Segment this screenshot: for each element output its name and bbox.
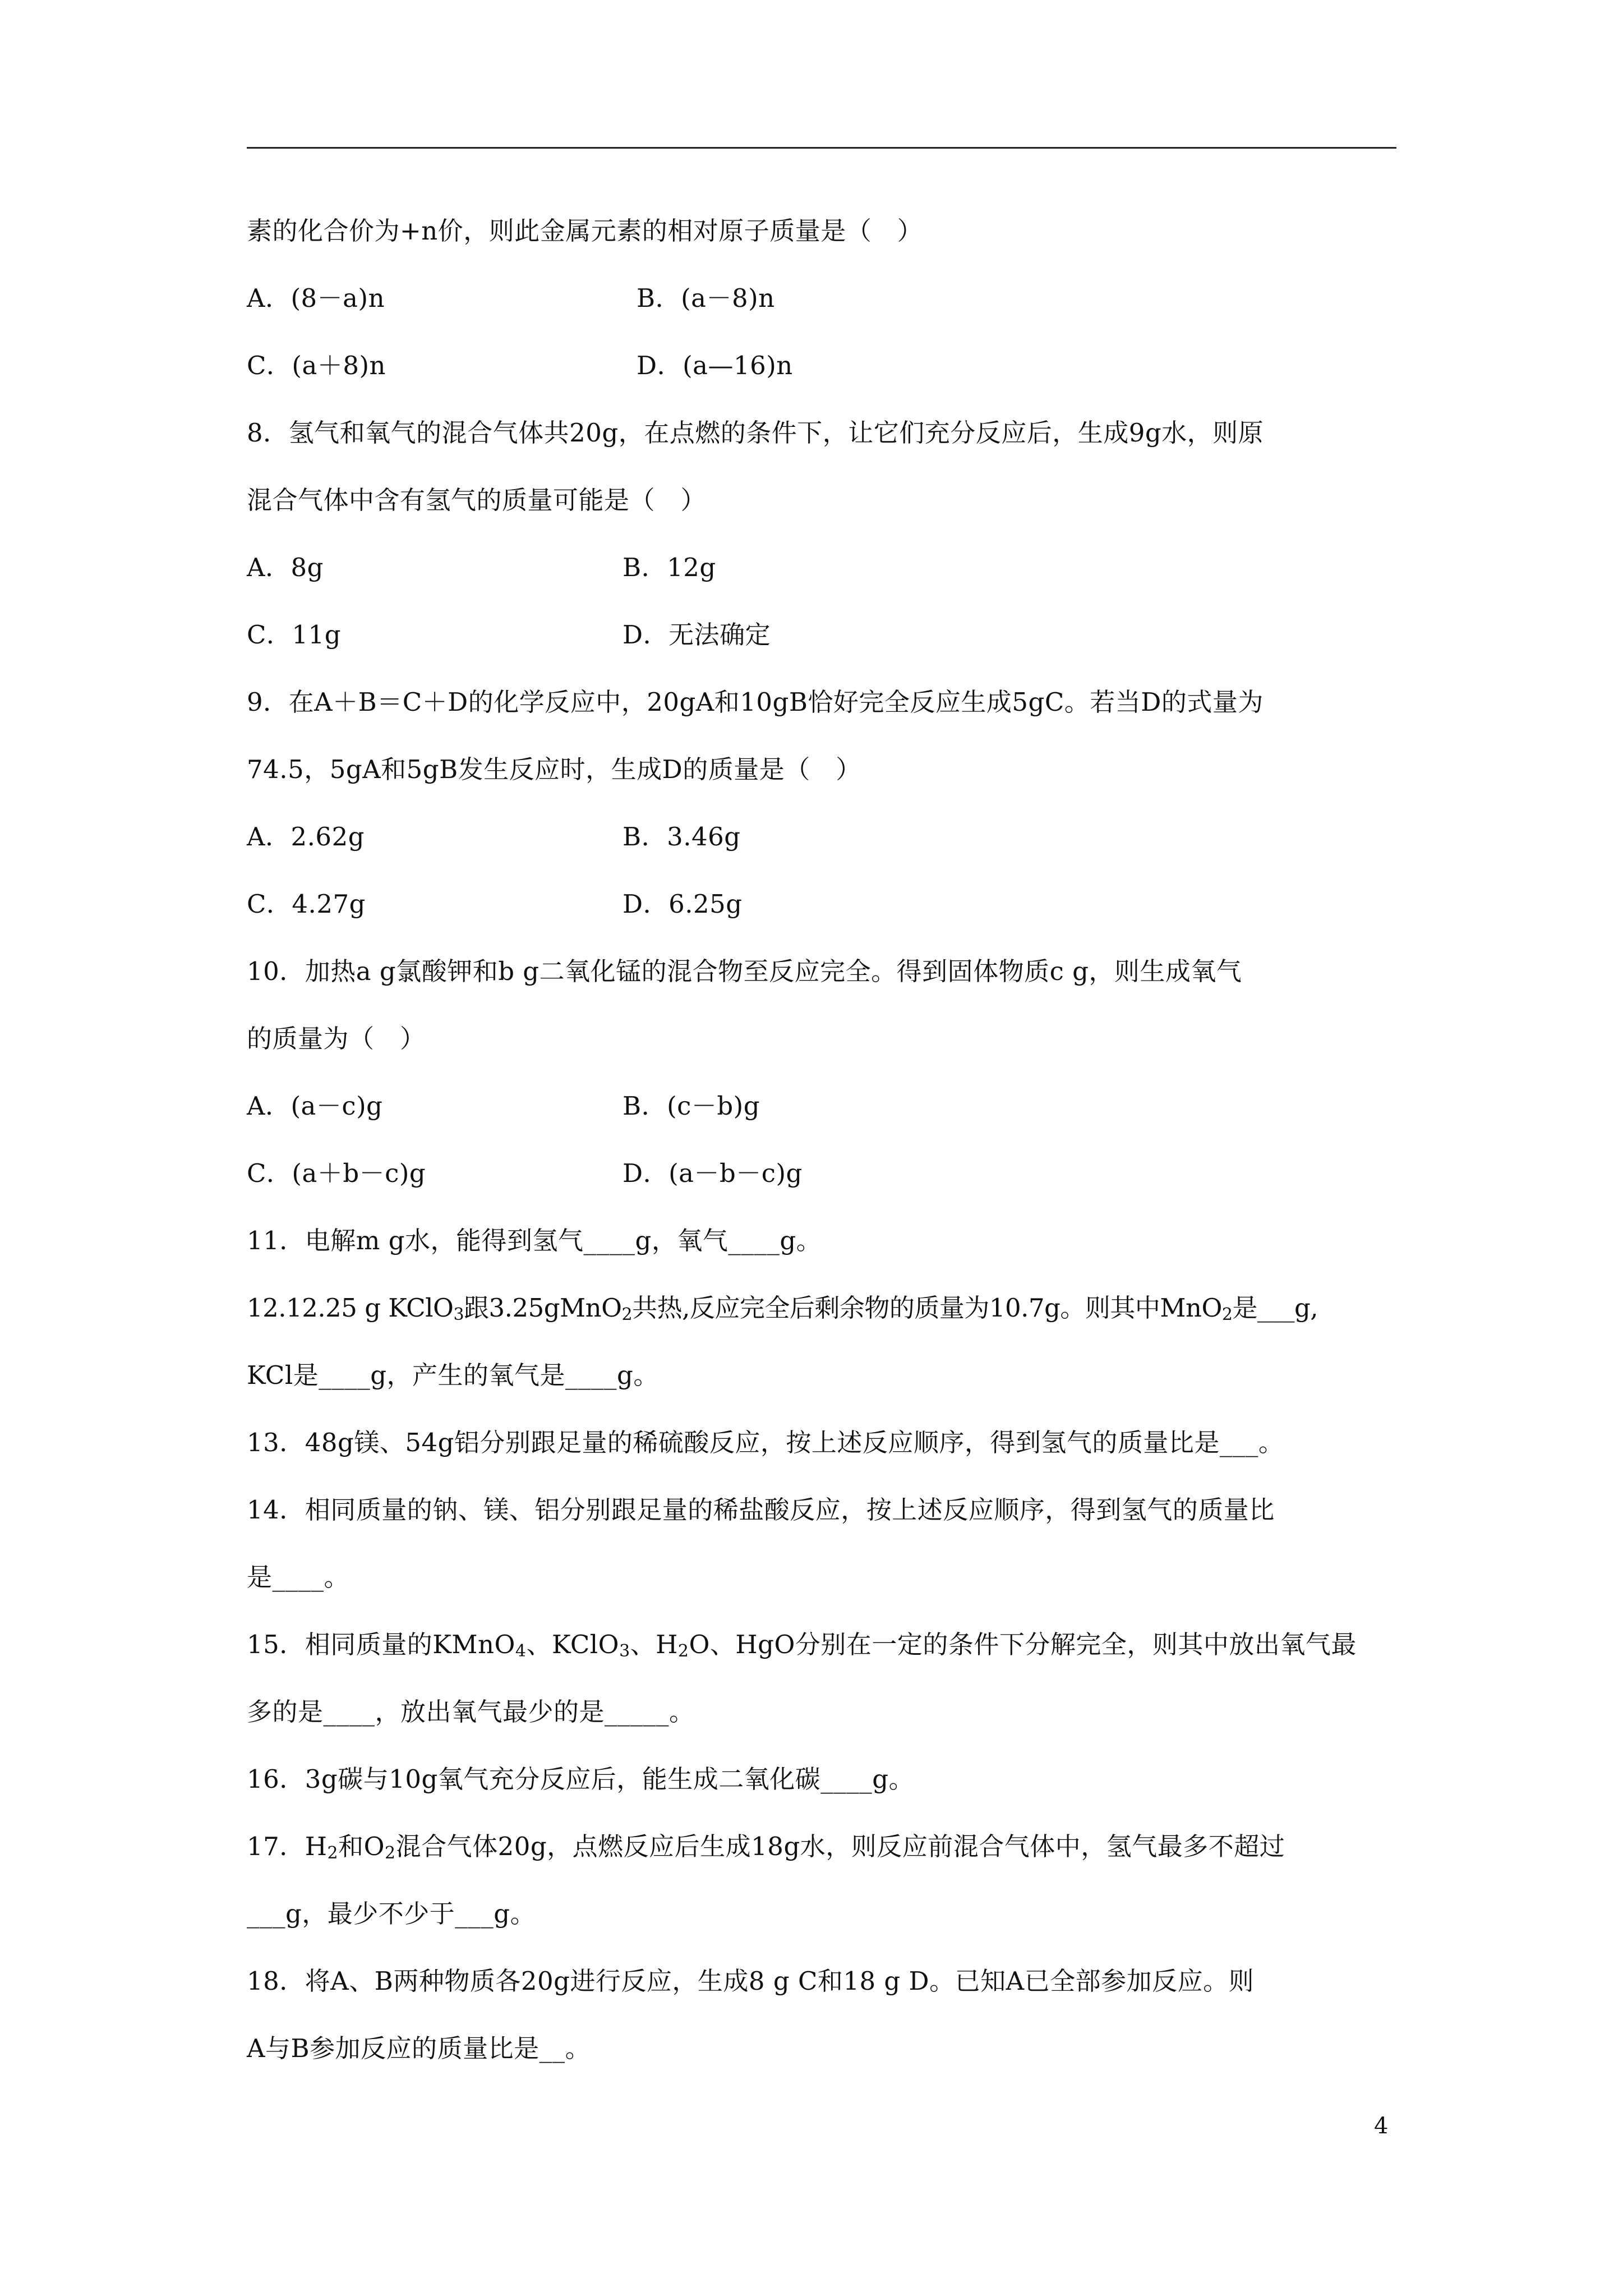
q10-option-b: B．(c－b)g [623, 1091, 760, 1121]
q11: 11．电解m g水，能得到氢气____g，氧气____g。 [247, 1226, 822, 1255]
q10-option-c: C．(a＋b－c)g [247, 1158, 426, 1188]
q15-line1: 15．相同质量的KMnO$_4$、KClO$_3$、$H_2O$、HgO分别在一定的条件下分解完全，则其中放出氧气最 [247, 1630, 1357, 1661]
q9-option-c: C．4.27g [247, 889, 366, 919]
q10-option-d: D．(a－b－c)g [623, 1158, 803, 1188]
q12-line1: 12.12.25 g KClO$_3$跟3.25gMnO$_2$共热,反应完全后剩余物的质量为10.7g。则其中MnO$_2$是___g, [247, 1293, 1318, 1324]
q8-line2: 混合气体中含有氢气的质量可能是（ ） [247, 485, 707, 515]
q7-option-d: D．(a—16)n [637, 351, 793, 380]
q14-line1: 14．相同质量的钠、镁、铝分别跟足量的稀盐酸反应，按上述反应顺序，得到氢气的质量比 [247, 1495, 1275, 1525]
q15-line2: 多的是____，放出氧气最少的是_____。 [247, 1697, 695, 1727]
q7-option-b: B．(a－8)n [637, 283, 775, 313]
q17-line2: ___g，最少不少于___g。 [247, 1899, 536, 1929]
header-rule [247, 147, 1396, 149]
q9-line2: 74.5，5gA和5gB发生反应时，生成D的质量是（ ） [247, 754, 861, 784]
page-number: 4 [1374, 2113, 1389, 2139]
q12-line2: KCl是____g，产生的氧气是____g。 [247, 1360, 659, 1390]
q10-option-a: A．(a－c)g [247, 1091, 383, 1121]
q17-line1: 17．$H_2$和$O_2$混合气体20g，点燃反应后生成18g水，则反应前混合气体中，氢气最多不超过 [247, 1832, 1285, 1863]
q8-line1: 8．氢气和氧气的混合气体共20g，在点燃的条件下，让它们充分反应后，生成9g水，则原 [247, 418, 1264, 448]
q8-option-d: D．无法确定 [623, 620, 771, 650]
q13: 13．48g镁、54g铝分别跟足量的稀硫酸反应，按上述反应顺序，得到氢气的质量比是___。 [247, 1428, 1284, 1457]
q10-line1: 10．加热a g氯酸钾和b g二氧化锰的混合物至反应完全。得到固体物质c g，则生成氧气 [247, 956, 1242, 986]
q8-option-c: C．11g [247, 620, 341, 650]
q9-line1: 9．在A＋B＝C＋D的化学反应中，20gA和10gB恰好完全反应生成5gC。若当D的式量为 [247, 687, 1264, 717]
q18-line1: 18．将A、B两种物质各20g进行反应，生成8 g C和18 g D。已知A已全部参加反应。则 [247, 1966, 1255, 1996]
q9-option-a: A．2.62g [247, 822, 365, 852]
q7-stem: 素的化合价为+n价，则此金属元素的相对原子质量是（ ） [247, 216, 923, 246]
q10-line2: 的质量为（ ） [247, 1024, 426, 1053]
q16: 16．3g碳与10g氧气充分反应后，能生成二氧化碳____g。 [247, 1764, 915, 1794]
q9-option-d: D．6.25g [623, 889, 743, 919]
q7-option-c: C．(a＋8)n [247, 351, 386, 380]
q14-line2: 是____。 [247, 1562, 350, 1592]
q7-option-a: A．(8－a)n [247, 283, 385, 313]
q8-option-a: A．8g [247, 553, 324, 582]
q18-line2: A与B参加反应的质量比是__。 [247, 2033, 591, 2063]
q9-option-b: B．3.46g [623, 822, 741, 852]
q8-option-b: B．12g [623, 553, 716, 582]
